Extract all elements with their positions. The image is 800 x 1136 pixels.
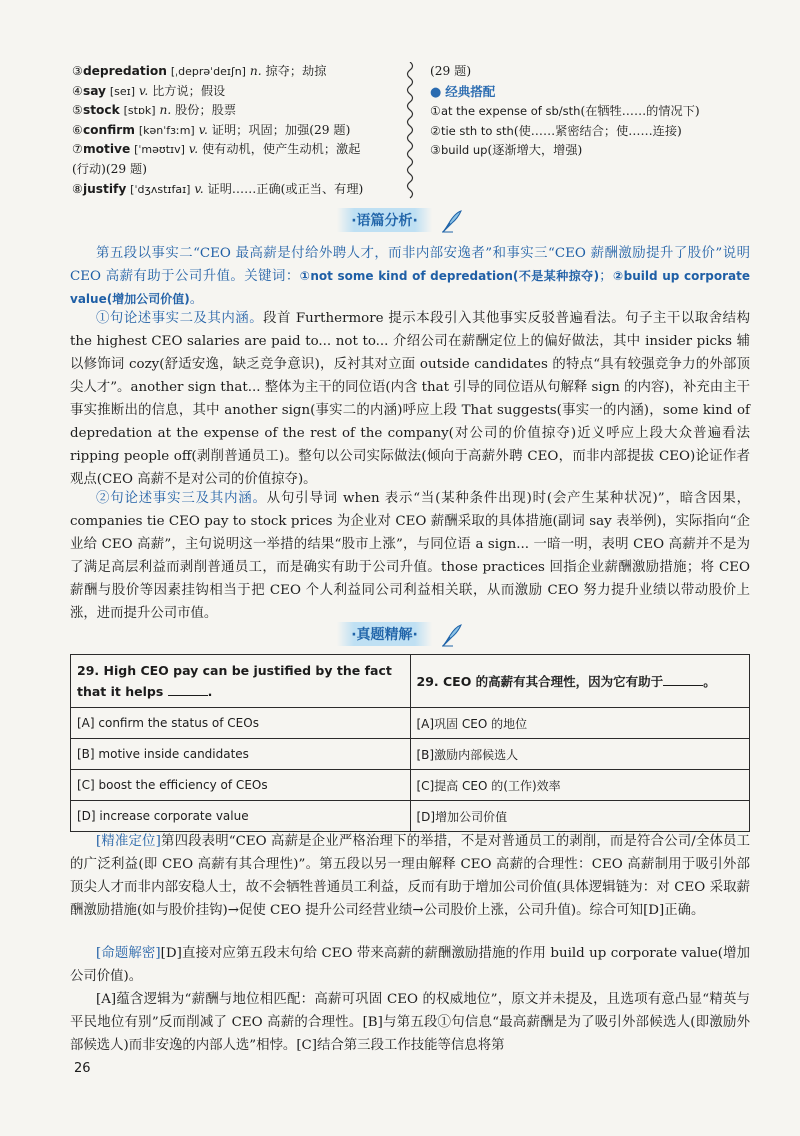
option-row <box>71 708 750 739</box>
explain-location: [精准定位]第四段表明“CEO 高薪是企业严格治理下的举措，不是对普通员工的剥削，而是符合公司/全体员工的广泛利益(即 CEO 高薪有其合理性)”。第五段以另一理由解释 CEO 高薪的合理性：CEO 高薪制用于吸引外部顶尖人才而非内部安稳人士，故不会牺牲普通员工利益，反而有助于增加公司价值(具体逻辑链为：对 CEO 采取薪酬激励措施(如与股价挂钩)→促使 CEO 提升公司经营业绩→公司股价上涨，公司升值)。综合可知[D]正确。 <box>70 834 751 918</box>
answer-blank <box>663 673 703 686</box>
option-row <box>71 739 750 770</box>
vocab-entry: ⑧justify [ˈdʒʌstɪfaɪ] v. 证明……正确(或正当、有理) <box>72 181 364 196</box>
collocations-panel <box>430 62 760 161</box>
collocations-title: 经典搭配 <box>445 83 496 99</box>
vocabulary-list <box>72 62 402 199</box>
question-stem-en: 29. High CEO pay can be justified by the fact that it helps . <box>71 655 411 708</box>
option-c-en: [C] boost the efficiency of CEOs <box>71 770 411 801</box>
collocation-item: ③build up(逐渐增大，增强) <box>430 143 583 158</box>
analysis-sentence-1: ①句论述事实二及其内涵。段首 Furthermore 提示本段引入其他事实反驳普遍看法。句子主干以取舍结构 the highest CEO salaries are paid to... not to... 介绍公司在薪酬定位上的偏好做法，其中 insider picks 辅以修饰词 cozy(舒适安逸，缺乏竞争意识)，反衬其对立面 outside candidates 的特点“具有较强竞争力的外部顶尖人才”。another sign that... 整体为主干的同位语(内含 that 引导的同位语从句解释 sign 的内容)，补充由主干事实推断出的信息，其中 another sign(事实二的内涵)呼应上段 That suggests(事实一的内涵)，some kind of depredation at the expense of the rest of the company(对公司的价值掠夺)近义呼应上段大众普遍看法 ripping people off(剥削普通员工)。整句以公司实际做法(倾向于高薪外聘 CEO，而非内部提拔 CEO)论证作者观点(CEO 高薪不是对公司的价值掠夺)。 <box>70 311 751 487</box>
question-table <box>70 654 750 832</box>
question-ref: (29 题) <box>430 64 472 78</box>
section-header-analysis: ·语篇分析· <box>0 208 800 233</box>
vocab-entry: ⑤stock [stɒk] n. 股份；股票 <box>72 103 237 118</box>
section-header-exam: ·真题精解· <box>0 622 800 647</box>
page-number: 26 <box>74 1061 91 1076</box>
vocab-entry: ③depredation [ˌdeprəˈdeɪʃn] n. 掠夺；劫掠 <box>72 64 327 78</box>
option-row <box>71 770 750 801</box>
option-a-en: [A] confirm the status of CEOs <box>71 708 411 739</box>
quill-pen-icon <box>441 623 463 647</box>
explain-key: [命题解密][D]直接对应第五段末句给 CEO 带来高薪的薪酬激励措施的作用 build up corporate value(增加公司价值)。 <box>70 946 751 984</box>
vocab-entry-continued: (行动)(29 题) <box>72 161 147 176</box>
option-b-zh: [B]激励内部候选人 <box>410 739 750 770</box>
quill-pen-icon <box>441 209 463 233</box>
question-stem-zh: 29. CEO 的高薪有其合理性，因为它有助于 。 <box>410 655 750 708</box>
answer-blank <box>168 683 208 696</box>
collocations-title-row <box>430 82 760 103</box>
collocation-item: ②tie sth to sth(使……紧密结合；使……连接) <box>430 123 682 138</box>
option-d-en: [D] increase corporate value <box>71 801 411 832</box>
option-row <box>71 801 750 832</box>
option-b-en: [B] motive inside candidates <box>71 739 411 770</box>
option-c-zh: [C]提高 CEO 的(工作)效率 <box>410 770 750 801</box>
analysis-summary: 第五段以事实二“CEO 最高薪是付给外聘人才，而非内部安逸者”和事实三“CEO 薪酬激励提升了股价”说明 CEO 高薪有助于公司升值。关键词：①not some kind of depredation(不是某种掠夺)；②build up corporate value(增加公司价值)。 <box>70 246 750 307</box>
analysis-sentence-2: ②句论述事实三及其内涵。从句引导词 when 表示“当(某种条件出现)时(会产生某种状况)”，暗含因果，companies tie CEO pay to stock prices 为企业对 CEO 薪酬采取的具体措施(副词 say 表举例)，实际指向“企业给 CEO 高薪”，主句说明这一举措的结果“股市上涨”，与同位语 a sign... 一暗一明，表明 CEO 高薪并不是为了满足高层利益而剥削普通员工，而是确实有助于公司升值。those practices 回指企业薪酬激励措施；将 CEO 薪酬与股价等因素挂钩相当于把 CEO 个人利益同公司利益相关联，从而激励 CEO 努力提升业绩以带动股价上涨，进而提升公司市值。 <box>70 491 751 621</box>
vocab-entry: ⑥confirm [kənˈfɜːm] v. 证明；巩固；加强(29 题) <box>72 122 351 137</box>
collocation-item: ①at the expense of sb/sth(在牺牲……的情况下) <box>430 104 700 119</box>
option-a-zh: [A]巩固 CEO 的地位 <box>410 708 750 739</box>
vocab-entry: ④say [seɪ] v. 比方说；假设 <box>72 83 226 98</box>
explain-distractors: [A]蕴含逻辑为“薪酬与地位相匹配：高薪可巩固 CEO 的权威地位”，原文并未提及，且选项有意凸显“精英与平民地位有别”反而削减了 CEO 高薪的合理性。[B]与第五段①句信息“最高薪酬是为了吸引外部候选人(即激励外部候选人)而非安逸的内部人选”相悖。[C]结合第三段工作技能等信息将第 <box>70 992 750 1053</box>
bullet-icon: ● <box>430 84 442 100</box>
option-d-zh: [D]增加公司价值 <box>410 801 750 832</box>
vocab-entry: ⑦motive [ˈməʊtɪv] v. 使有动机，使产生动机；激起 <box>72 142 361 157</box>
question-stem-row <box>71 655 750 708</box>
wavy-divider <box>404 62 416 202</box>
